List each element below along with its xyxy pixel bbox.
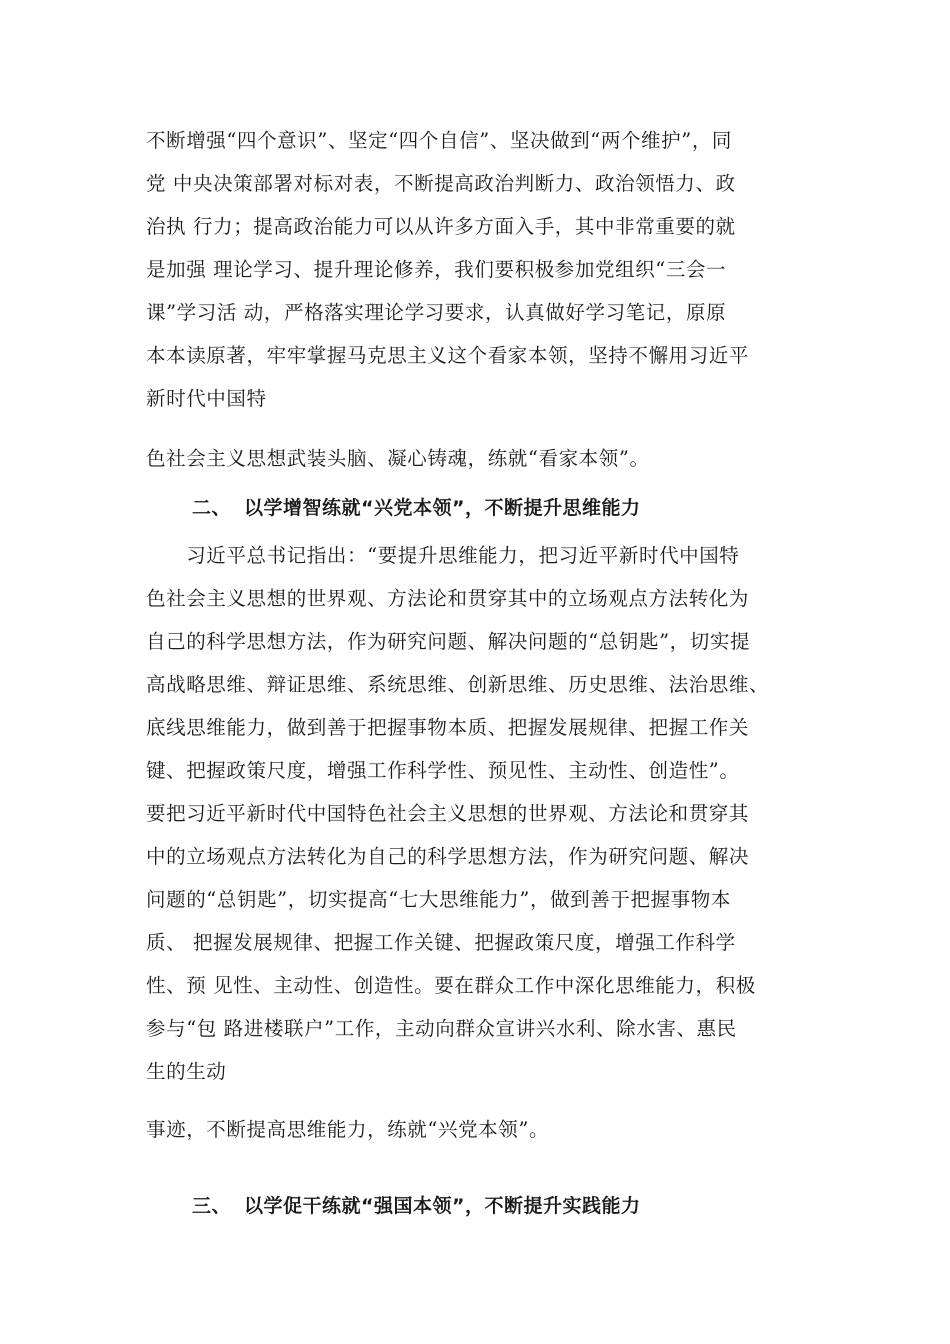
text-line: 自己的科学思想方法，作为研究问题、解决问题的“总钥匙”，切实提	[146, 630, 751, 653]
text-line: 是加强 理论学习、提升理论修养，我们要积极参加党组织“三会一	[146, 258, 727, 281]
text-line: 要把习近平新时代中国特色社会主义思想的世界观、方法论和贯穿其	[146, 802, 750, 825]
text-line: 色社会主义思想武装头脑、凝心铸魂，练就“看家本领”。	[146, 447, 650, 470]
section-number: 二、	[192, 497, 232, 519]
section-title: 以学促干练就“强国本领”，不断提升实践能力	[244, 1195, 641, 1217]
text-line: 党 中央决策部署对标对表，不断提高政治判断力、政治领悟力、政	[146, 172, 736, 195]
text-line: 课”学习活 动，严格落实理论学习要求，认真做好学习笔记，原原	[146, 301, 727, 324]
text-line: 生的生动	[146, 1060, 227, 1083]
text-line: 参与“包 路进楼联户”工作，主动向群众宣讲兴水利、除水害、惠民	[146, 1017, 737, 1040]
text-line: 性、预 见性、主动性、创造性。要在群众工作中深化思维能力，积极	[146, 974, 756, 997]
text-line: 质、 把握发展规律、把握工作关键、把握政策尺度，增强工作科学	[146, 931, 736, 954]
text-line: 新时代中国特	[146, 387, 267, 410]
text-line: 治执 行力；提高政治能力可以从许多方面入手，其中非常重要的就	[146, 215, 736, 238]
text-line: 事迹，不断提高思维能力，练就“兴党本领”。	[146, 1118, 550, 1141]
section-heading-2	[192, 493, 640, 523]
section-heading-3	[192, 1191, 640, 1221]
text-line: 中的立场观点方法转化为自己的科学思想方法，作为研究问题、解决	[146, 845, 750, 868]
text-line: 键、把握政策尺度，增强工作科学性、预见性、主动性、创造性”。	[146, 759, 740, 782]
section-number: 三、	[192, 1195, 232, 1217]
text-line: 高战略思维、辩证思维、系统思维、创新思维、历史思维、法治思维、	[146, 673, 770, 696]
section-title: 以学增智练就“兴党本领”，不断提升思维能力	[244, 497, 641, 519]
text-line: 本本读原著，牢牢掌握马克思主义这个看家本领，坚持不懈用习近平	[146, 344, 750, 367]
text-line: 底线思维能力，做到善于把握事物本质、把握发展规律、把握工作关	[146, 716, 750, 739]
text-line: 问题的“总钥匙”，切实提高“七大思维能力”，做到善于把握事物本	[146, 888, 731, 911]
text-line: 习近平总书记指出：“要提升思维能力，把习近平新时代中国特	[146, 544, 740, 567]
text-line: 色社会主义思想的世界观、方法论和贯穿其中的立场观点方法转化为	[146, 587, 750, 610]
text-line: 不断增强“四个意识”、坚定“四个自信”、坚决做到“两个维护”，同	[146, 129, 733, 152]
